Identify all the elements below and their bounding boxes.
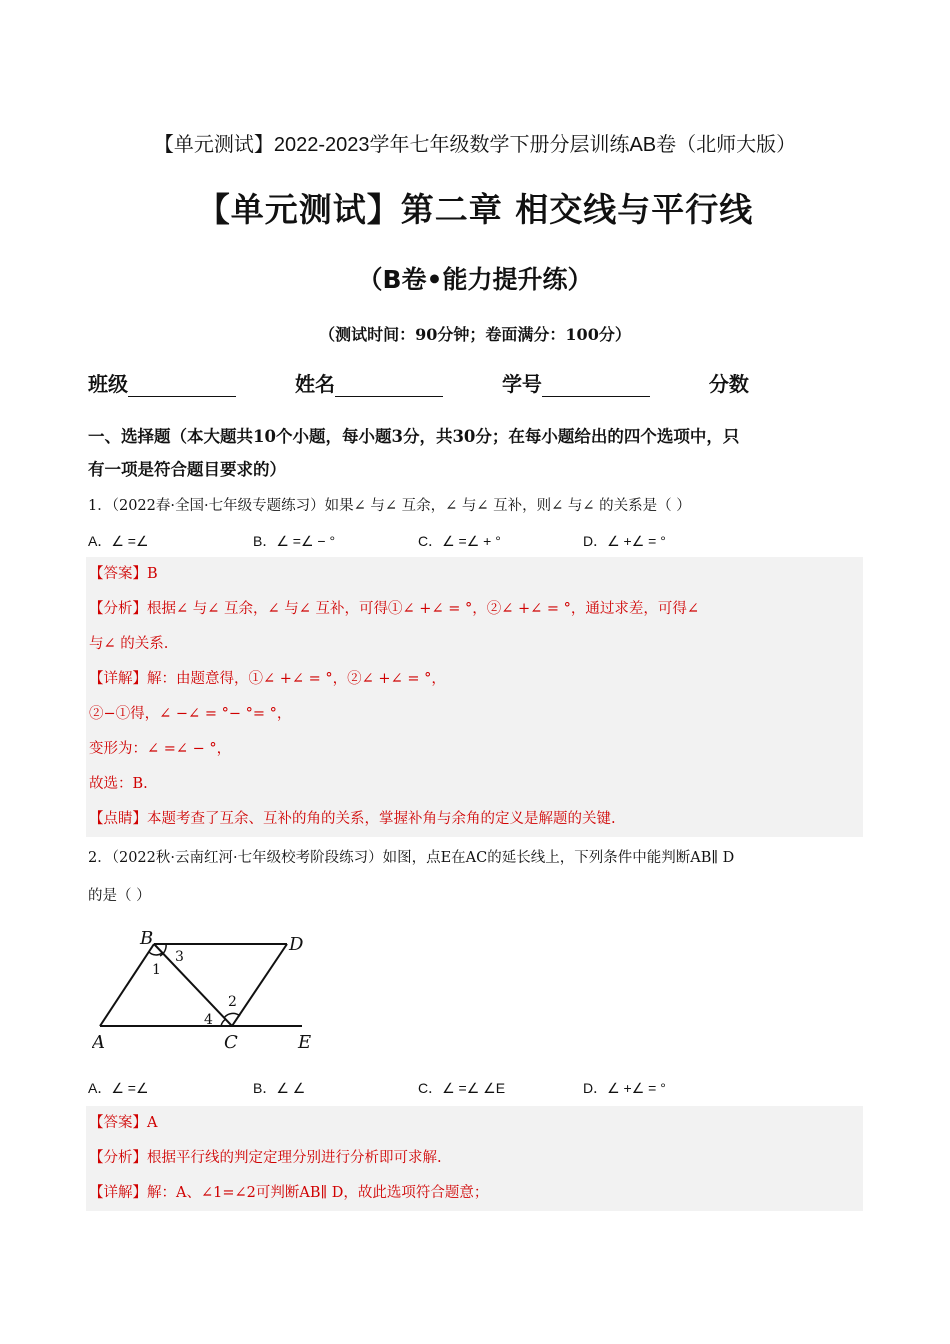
detail-text: 解：A、∠1=∠2可判断AB∥ D，故此选项符合题意； (147, 1185, 489, 1201)
segment-bc (154, 944, 232, 1026)
segment-cd (232, 944, 287, 1026)
q1-option-a: A．∠ =∠ (88, 533, 149, 549)
comment-tag: 【点睛】 (89, 811, 147, 827)
q2-geometry-figure (92, 930, 332, 1054)
label-angle-2: 2 (228, 994, 237, 1010)
number-field (502, 368, 650, 397)
q1-analysis-line-1 (86, 592, 863, 627)
series-title: 【单元测试】2022-2023学年七年级数学下册分层训练AB卷（北师大版） (153, 134, 797, 156)
page-title: 【单元测试】第二章 相交线与平行线 (196, 190, 754, 229)
q2-option-a: A．∠ =∠ (88, 1080, 149, 1096)
label-a: A (92, 1032, 105, 1053)
section-line-2: 有一项是符合题目要求的） (88, 460, 286, 479)
name-blank (335, 376, 443, 397)
label-b: B (140, 930, 154, 949)
answer-tag: 【答案】 (89, 1115, 147, 1131)
section-line-1: 一、选择题（本大题共10个小题，每小题3分，共30分；在每小题给出的四个选项中，只 (88, 427, 740, 446)
label-e: E (298, 1032, 312, 1053)
q1-answer-line (86, 557, 863, 592)
q1-options (88, 531, 868, 551)
q2-answer-block (86, 1106, 863, 1211)
name-field (295, 368, 443, 397)
number-label: 学号 (501, 372, 542, 396)
q1-detail-line-3: 变形为：∠ =∠ − °， (89, 741, 232, 757)
q1-option-c: C．∠ =∠ + ° (418, 533, 501, 549)
q2-analysis-line (86, 1141, 863, 1176)
number-blank (542, 376, 650, 397)
angle-arc-1 (149, 952, 162, 955)
detail-tag: 【详解】 (89, 1185, 147, 1201)
q2-option-b: B．∠ ∠ (253, 1080, 306, 1096)
class-label: 班级 (88, 372, 128, 396)
class-blank (128, 376, 236, 397)
q2-option-d: D．∠ +∠ = ° (583, 1080, 666, 1096)
time-info: （测试时间：90分钟；卷面满分：100分） (319, 325, 631, 344)
q2-stem-line-2: 的是（ ） (88, 888, 151, 904)
student-fields (88, 368, 868, 397)
score-label: 分数 (708, 372, 749, 396)
q1-detail-line-4: 故选：B. (89, 776, 148, 792)
segment-ab (100, 944, 154, 1026)
angle-arc-4 (221, 1019, 226, 1026)
page-subtitle: （B卷•能力提升练） (357, 265, 593, 294)
q2-answer-line (86, 1106, 863, 1141)
score-field (709, 368, 749, 397)
answer-tag: 【答案】 (89, 566, 147, 582)
q1-answer-block (86, 557, 863, 837)
q1-stem: 1．（2022春·全国·七年级专题练习）如果∠ 与∠ 互余，∠ 与∠ 互补，则∠ 与∠ 的关系是（ ） (88, 498, 691, 514)
q2-options (88, 1078, 868, 1098)
q2-stem-line-1: 2．（2022秋·云南红河·七年级校考阶段练习）如图，点E在AC的延长线上，下列条件中能判断AB∥ D (88, 850, 735, 866)
label-d: D (289, 934, 304, 955)
q1-detail-line-2: ②−①得，∠ −∠ = °− °= °， (89, 706, 292, 722)
label-angle-4: 4 (204, 1012, 213, 1028)
answer-value: A (147, 1115, 158, 1131)
comment-text: 本题考查了互余、互补的角的关系，掌握补角与余角的定义是解题的关键. (147, 811, 616, 827)
q2-option-c: C．∠ =∠ ∠E (418, 1080, 506, 1096)
label-c: C (224, 1032, 238, 1053)
analysis-text: 根据∠ 与∠ 互余，∠ 与∠ 互补，可得①∠ +∠ = °，②∠ +∠ = °，通过求差，可得∠ (147, 601, 700, 617)
detail-tag: 【详解】 (89, 671, 147, 687)
answer-value: B (147, 566, 158, 582)
q1-option-b: B．∠ =∠ − ° (253, 533, 336, 549)
q1-detail-line-1 (86, 662, 863, 697)
name-label: 姓名 (294, 372, 335, 396)
label-angle-3: 3 (175, 949, 184, 965)
analysis-tag: 【分析】 (89, 1150, 147, 1166)
detail-text: 解：由题意得，①∠ +∠ = °，②∠ +∠ = °， (147, 671, 446, 687)
q1-option-d: D．∠ +∠ = ° (583, 533, 666, 549)
analysis-tag: 【分析】 (89, 601, 147, 617)
q2-detail-line (86, 1176, 863, 1211)
section-heading (88, 420, 868, 486)
label-angle-1: 1 (152, 962, 161, 978)
q1-analysis-line-2: 与∠ 的关系. (89, 636, 169, 652)
analysis-text: 根据平行线的判定定理分别进行分析即可求解. (147, 1150, 442, 1166)
q1-comment-line (86, 802, 863, 837)
class-field (88, 368, 236, 397)
